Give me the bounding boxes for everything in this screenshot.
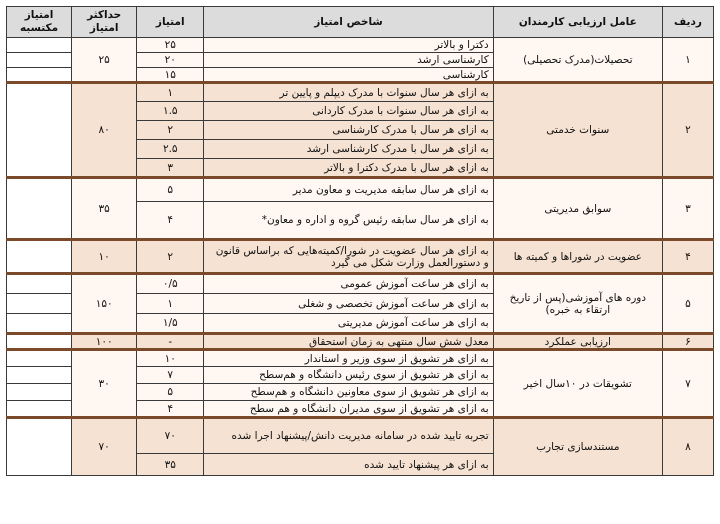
indicator-cell: به ازای هر سال عضویت در شورا/کمیته‌هایی که براساس قانون و دستورالعمل وزارت شکل می گیرد xyxy=(204,240,493,274)
points-cell: ۲ xyxy=(137,121,204,140)
points-cell: ۱۵ xyxy=(137,68,204,83)
earned-points-cell[interactable] xyxy=(7,274,72,294)
earned-points-cell[interactable] xyxy=(7,178,72,240)
indicator-cell: به ازای هر تشویق از سوی رئیس دانشگاه و هم‌سطح xyxy=(204,367,493,384)
indicator-cell: به ازای هر ساعت آموزش عمومی xyxy=(204,274,493,294)
max-points-cell: ۲۵ xyxy=(72,38,137,83)
points-cell: ۴ xyxy=(137,202,204,240)
indicator-cell: کارشناسی xyxy=(204,68,493,83)
points-cell: ۱۰ xyxy=(137,350,204,367)
table-row xyxy=(7,178,714,202)
indicator-cell: به ازای هر تشویق از سوی مدیران دانشگاه و هم سطح xyxy=(204,401,493,418)
points-cell: ۰/۵ xyxy=(137,274,204,294)
points-cell: ۵ xyxy=(137,384,204,401)
points-cell: ۱ xyxy=(137,83,204,102)
row-number: ۴ xyxy=(662,240,713,274)
max-points-cell: ۱۵۰ xyxy=(72,274,137,334)
row-number: ۸ xyxy=(662,418,713,476)
indicator-cell: به ازای هر سال با مدرک کارشناسی xyxy=(204,121,493,140)
evaluation-table-container xyxy=(6,6,714,518)
max-points-cell: ۳۰ xyxy=(72,350,137,418)
earned-points-cell[interactable] xyxy=(7,53,72,68)
earned-points-cell[interactable] xyxy=(7,418,72,476)
row-number: ۳ xyxy=(662,178,713,240)
earned-points-cell[interactable] xyxy=(7,83,72,178)
row-number: ۵ xyxy=(662,274,713,334)
max-points-cell: ۳۵ xyxy=(72,178,137,240)
max-points-cell: ۷۰ xyxy=(72,418,137,476)
points-cell: ۷۰ xyxy=(137,418,204,454)
indicator-cell: به ازای هر سال با مدرک دکترا و بالاتر xyxy=(204,159,493,178)
factor-cell: عضویت در شوراها و کمیته ها xyxy=(493,240,662,274)
indicator-cell: به ازای هر ساعت آموزش مدیریتی xyxy=(204,314,493,334)
points-cell: ۳ xyxy=(137,159,204,178)
points-cell: - xyxy=(137,334,204,350)
points-cell: ۴ xyxy=(137,401,204,418)
earned-points-cell[interactable] xyxy=(7,314,72,334)
earned-points-cell[interactable] xyxy=(7,401,72,418)
factor-cell: سنوات خدمتی xyxy=(493,83,662,178)
table-row xyxy=(7,350,714,367)
points-cell: ۲ xyxy=(137,240,204,274)
earned-points-cell[interactable] xyxy=(7,68,72,83)
table-row xyxy=(7,334,714,350)
earned-points-cell[interactable] xyxy=(7,38,72,53)
indicator-cell: به ازای هر پیشنهاد تایید شده xyxy=(204,454,493,476)
earned-points-cell[interactable] xyxy=(7,350,72,367)
header-earned-points: امتیاز مکتسبه xyxy=(7,7,72,38)
points-cell: ۱ xyxy=(137,294,204,314)
header-row xyxy=(7,7,714,38)
indicator-cell: به ازای هر ساعت آموزش تخصصی و شغلی xyxy=(204,294,493,314)
earned-points-cell[interactable] xyxy=(7,384,72,401)
indicator-cell: به ازای هر تشویق از سوی وزیر و استاندار xyxy=(204,350,493,367)
max-points-cell: ۸۰ xyxy=(72,83,137,178)
indicator-cell: به ازای هر سال سابقه رئیس گروه و اداره و معاون* xyxy=(204,202,493,240)
table-row xyxy=(7,240,714,274)
indicator-cell: به ازای هر سال با مدرک کارشناسی ارشد xyxy=(204,140,493,159)
earned-points-cell[interactable] xyxy=(7,334,72,350)
table-row xyxy=(7,274,714,294)
factor-cell: تحصیلات(مدرک تحصیلی) xyxy=(493,38,662,83)
factor-cell: دوره های آموزشی(پس از تاریخ ارتقاء به خبره) xyxy=(493,274,662,334)
indicator-cell: تجربه تایید شده در سامانه مدیریت دانش/پیشنهاد اجرا شده xyxy=(204,418,493,454)
table-row xyxy=(7,418,714,454)
indicator-cell: به ازای هر سال سنوات با مدرک کاردانی xyxy=(204,102,493,121)
max-points-cell: ۱۰۰ xyxy=(72,334,137,350)
points-cell: ۲۰ xyxy=(137,53,204,68)
indicator-cell: معدل شش سال منتهی به زمان استحقاق xyxy=(204,334,493,350)
header-points: امتیاز xyxy=(137,7,204,38)
header-max-points: حداکثر امتیاز xyxy=(72,7,137,38)
row-number: ۶ xyxy=(662,334,713,350)
earned-points-cell[interactable] xyxy=(7,294,72,314)
factor-cell: مستندسازی تجارب xyxy=(493,418,662,476)
row-number: ۱ xyxy=(662,38,713,83)
header-indicator: شاخص امتیاز xyxy=(204,7,493,38)
factor-cell: تشویقات در ۱۰سال اخیر xyxy=(493,350,662,418)
points-cell: ۱/۵ xyxy=(137,314,204,334)
earned-points-cell[interactable] xyxy=(7,367,72,384)
earned-points-cell[interactable] xyxy=(7,240,72,274)
evaluation-table xyxy=(6,6,714,476)
factor-cell: ارزیابی عملکرد xyxy=(493,334,662,350)
indicator-cell: کارشناسی ارشد xyxy=(204,53,493,68)
points-cell: ۲.۵ xyxy=(137,140,204,159)
factor-cell: سوابق مدیریتی xyxy=(493,178,662,240)
points-cell: ۵ xyxy=(137,178,204,202)
max-points-cell: ۱۰ xyxy=(72,240,137,274)
points-cell: ۱.۵ xyxy=(137,102,204,121)
indicator-cell: دکترا و بالاتر xyxy=(204,38,493,53)
row-number: ۷ xyxy=(662,350,713,418)
points-cell: ۳۵ xyxy=(137,454,204,476)
header-row-number: ردیف xyxy=(662,7,713,38)
indicator-cell: به ازای هر سال سابقه مدیریت و معاون مدیر xyxy=(204,178,493,202)
table-row xyxy=(7,38,714,53)
points-cell: ۷ xyxy=(137,367,204,384)
header-factor: عامل ارزیابی کارمندان xyxy=(493,7,662,38)
points-cell: ۲۵ xyxy=(137,38,204,53)
indicator-cell: به ازای هر تشویق از سوی معاونین دانشگاه و هم‌سطح xyxy=(204,384,493,401)
row-number: ۲ xyxy=(662,83,713,178)
indicator-cell: به ازای هر سال سنوات با مدرک دیپلم و پایین تر xyxy=(204,83,493,102)
table-row xyxy=(7,83,714,102)
